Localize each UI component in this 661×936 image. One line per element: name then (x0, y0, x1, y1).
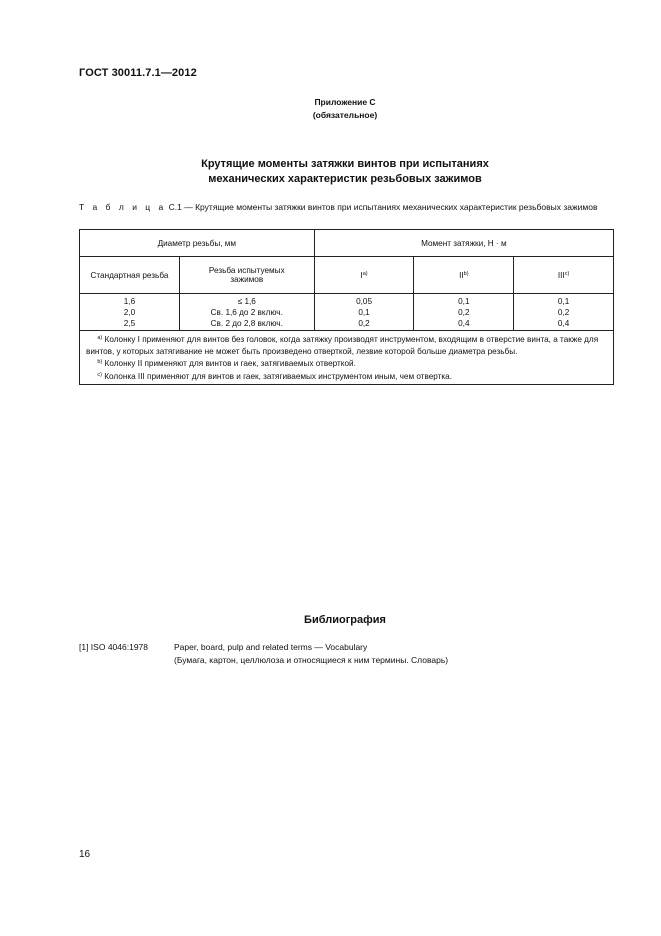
note-c (86, 370, 607, 383)
note-c-text: Колонка III применяют для винтов и гаек, затягиваемых инструментом иным, чем отвертка. (104, 371, 453, 381)
header-tested-line1: Резьба испытуемых (208, 266, 285, 275)
header-standard-thread: Стандартная резьба (80, 257, 180, 294)
section-title-line2: механических характеристик резьбовых зажимов (208, 173, 482, 185)
col-3-values (514, 294, 614, 331)
table-notes (80, 331, 614, 385)
torque-table (79, 229, 614, 385)
document-header: ГОСТ 30011.7.1—2012 (79, 67, 197, 79)
note-a-mark: a) (97, 335, 103, 341)
bibliography-text (174, 641, 448, 667)
header-tested-thread (179, 257, 314, 294)
header-col-3-sup: c) (564, 270, 570, 277)
header-tested-line2: зажимов (230, 275, 264, 284)
header-diameter: Диаметр резьбы, мм (80, 230, 315, 257)
table-cell: 0,2 (358, 318, 370, 328)
bibliography-text-line2: (Бумага, картон, целлюлоза и относящиеся к ним термины. Словарь) (174, 655, 449, 665)
header-col-1-sup: a) (362, 270, 368, 277)
table-cell: ≤ 1,6 (237, 296, 256, 306)
section-title-line1: Крутящие моменты затяжки винтов при испытаниях (201, 158, 489, 170)
table-cell: 1,6 (123, 296, 136, 306)
header-torque: Момент затяжки, Н · м (314, 230, 613, 257)
note-c-mark: c) (97, 371, 102, 378)
standard-thread-values (80, 294, 180, 331)
header-col-2-sup: b) (463, 270, 469, 277)
tested-thread-values (179, 294, 314, 331)
note-b-mark: b) (97, 359, 103, 365)
table-cell: 0,1 (358, 307, 370, 317)
table-group-header-row (80, 230, 614, 257)
table-cell: 0,4 (557, 318, 570, 328)
table-cell: 0,2 (458, 307, 470, 317)
col-1-values (314, 294, 414, 331)
table-cell: 2,0 (123, 307, 136, 317)
table-cell: 0,4 (458, 318, 470, 328)
page-number: 16 (79, 849, 91, 860)
table-cell: 0,1 (557, 296, 570, 306)
bibliography-title: Библиография (304, 614, 386, 626)
col-2-values (414, 294, 514, 331)
table-cell: 2,5 (123, 318, 136, 328)
header-col-1-label: I (360, 270, 363, 280)
table-cell: 0,05 (356, 296, 372, 306)
appendix-heading (240, 96, 450, 122)
table-caption (79, 201, 614, 213)
bibliography-text-line1: Paper, board, pulp and related terms — Vocabulary (174, 642, 368, 652)
table-data-row (80, 294, 614, 331)
header-col-1 (314, 257, 414, 294)
appendix-status: (обязательное) (312, 110, 378, 120)
header-col-3-label: III (557, 270, 565, 280)
bibliography-ref: [1] ISO 4046:1978 (79, 642, 148, 652)
table-cell: Св. 1,6 до 2 включ. (210, 307, 283, 317)
note-b (86, 357, 607, 370)
note-a (86, 333, 607, 357)
header-col-2-label: II (459, 270, 464, 280)
header-col-2 (414, 257, 514, 294)
table-notes-row (80, 331, 614, 385)
note-b-text: Колонку II применяют для винтов и гаек, затягиваемых отверткой. (104, 359, 356, 368)
header-col-3 (514, 257, 614, 294)
table-caption-label: Т а б л и ц а (79, 202, 167, 212)
table-column-header-row (80, 257, 614, 294)
table-cell: Св. 2 до 2,8 включ. (210, 318, 283, 328)
table-cell: 0,2 (557, 307, 570, 317)
appendix-title: Приложение С (314, 97, 376, 107)
table-caption-text: С.1 — Крутящие моменты затяжки винтов при испытаниях механических характеристик резьбовых зажимов (168, 202, 598, 212)
note-a-text: Колонку I применяют для винтов без головок, когда затяжку производят инструментом, входящим в отверстие винта, а также для винтов, у которых затягивание не может быть произведено отверткой, лезвие которой больше диаметра резьбы. (86, 335, 599, 356)
section-title (120, 157, 570, 187)
table-cell: 0,1 (458, 296, 470, 306)
